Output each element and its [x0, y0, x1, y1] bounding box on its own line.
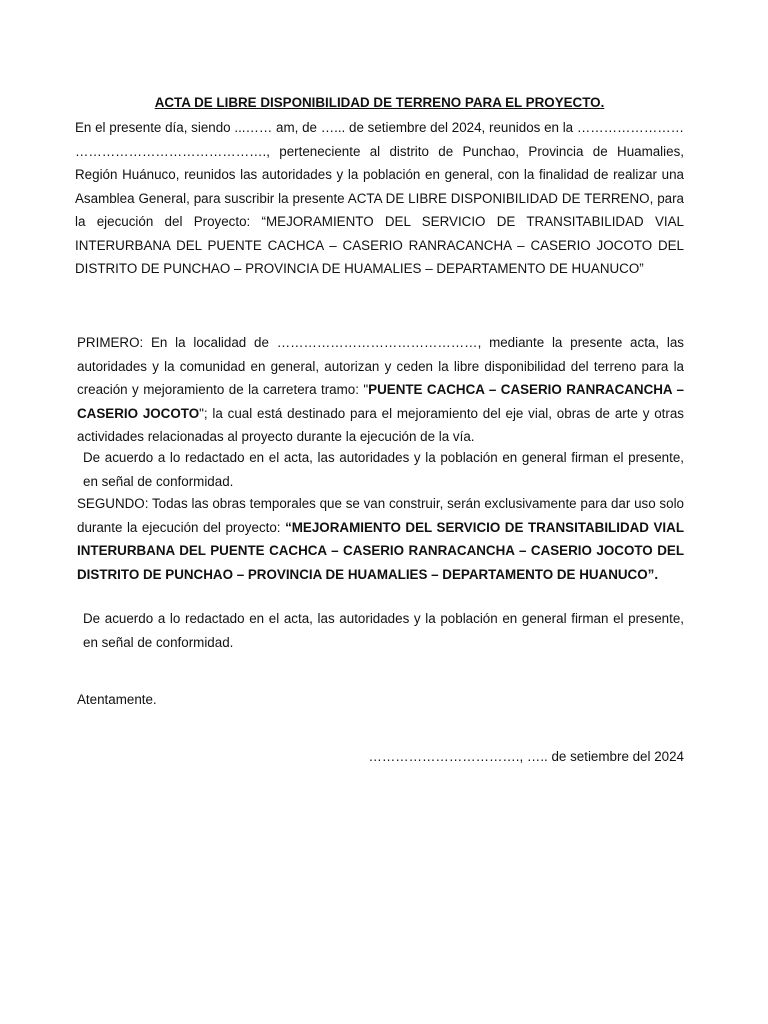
primero-paragraph: [77, 331, 684, 449]
segundo-project-name: “MEJORAMIENTO DEL SERVICIO DE TRANSITABILIDAD VIAL INTERURBANA DEL PUENTE CACHCA – CASERIO RANRACANCHA – CASERIO JOCOTO DEL DISTRITO DE PUNCHAO – PROVINCIA DE HUAMALIES – DEPARTAMENTO DE HUANUCO”.: [77, 519, 684, 582]
agreement-paragraph-2: De acuerdo a lo redactado en el acta, las autoridades y la población en general firman el presente, en señal de conformidad.: [83, 611, 684, 650]
intro-paragraph: En el presente día, siendo ...…… am, de …... de setiembre del 2024, reunidos en la …………………… ……………………………………., perteneciente al distrito de Punchao, Provincia de Huamalies, Región Huánuco, reunidos las autoridades y la población en general, con la finalidad de realizar una Asamblea General, para suscribir la presente ACTA DE LIBRE DISPONIBILIDAD DE TERRENO, para la ejecución del Proyecto: “MEJORAMIENTO DEL SERVICIO DE TRANSITABILIDAD VIAL INTERURBANA DEL PUENTE CACHCA – CASERIO RANRACANCHA – CASERIO JOCOTO DEL DISTRITO DE PUNCHAO – PROVINCIA DE HUAMALIES – DEPARTAMENTO DE HUANUCO”: [75, 120, 684, 276]
primero-text-end: "; la cual está destinado para el mejoramiento del eje vial, obras de arte y otras actividades relacionadas al proyecto durante la ejecución de la vía.: [77, 405, 684, 444]
segundo-paragraph: [77, 492, 684, 586]
closing-salutation: Atentamente.: [77, 692, 157, 707]
primero-text-start: PRIMERO: En la localidad de ………………………………………, mediante la presente acta, las autoridades y la comunidad en general, autorizan y ceden la libre disponibilidad del terreno para la creación y mejoramiento de la carretera tramo: ": [77, 335, 684, 397]
document-title: ACTA DE LIBRE DISPONIBILIDAD DE TERRENO PARA EL PROYECTO.: [154, 95, 605, 110]
agreement-paragraph-1: De acuerdo a lo redactado en el acta, las autoridades y la población en general firman el presente, en señal de conformidad.: [83, 450, 684, 489]
segundo-text-start: SEGUNDO: Todas las obras temporales que se van construir, serán exclusivamente para dar uso solo durante la ejecución del proyecto:: [77, 496, 684, 535]
primero-road-segment: PUENTE CACHCA – CASERIO RANRACANCHA – CASERIO JOCOTO: [77, 382, 684, 421]
place-date-line: ……………………………., ….. de setiembre del 2024: [368, 749, 684, 764]
